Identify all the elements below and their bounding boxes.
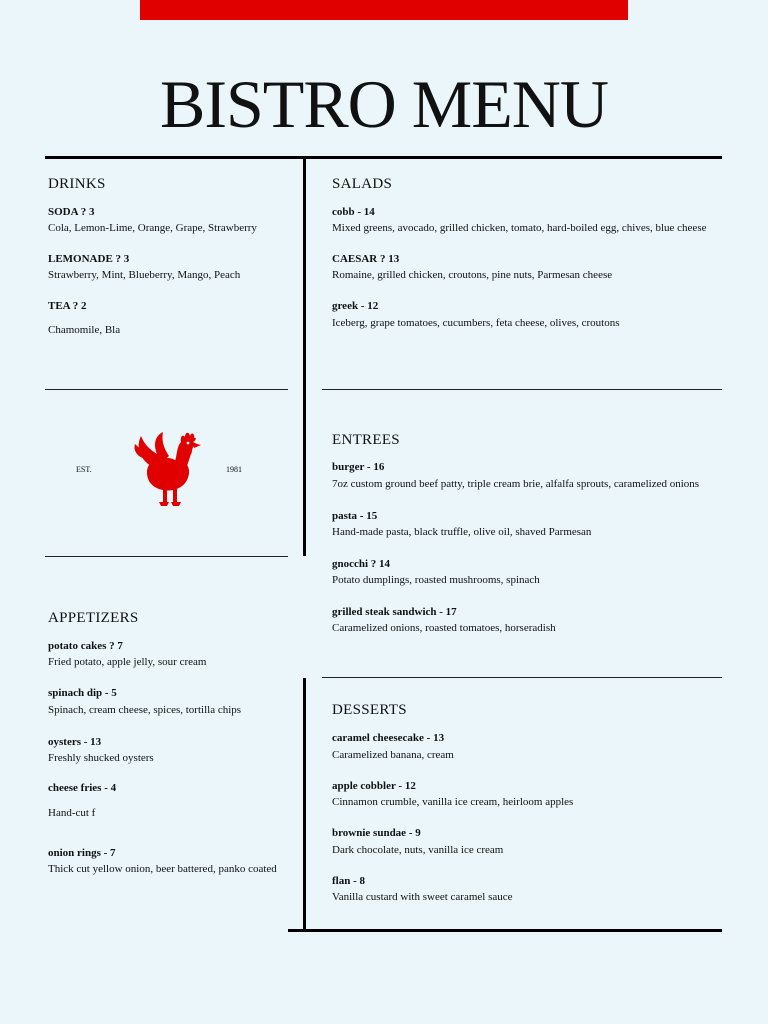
logo-divider (45, 556, 288, 557)
menu-item-name: grilled steak sandwich - 17 (332, 606, 457, 618)
menu-item-desc: Fried potato, apple jelly, sour cream (48, 656, 207, 668)
rooster-icon (133, 428, 203, 510)
menu-item-desc: Potato dumplings, roasted mushrooms, spinach (332, 574, 540, 586)
menu-item-name: caramel cheesecake - 13 (332, 732, 445, 744)
menu-item-name: burger - 16 (332, 461, 385, 473)
drinks-section-title: DRINKS (48, 176, 106, 192)
menu-item-desc: Romaine, grilled chicken, croutons, pine nuts, Parmesan cheese (332, 269, 613, 281)
entrees-section-title: ENTREES (332, 432, 400, 448)
menu-item-name: brownie sundae - 9 (332, 827, 421, 839)
drinks-divider (45, 389, 288, 390)
menu-item-name: greek - 12 (332, 300, 379, 312)
menu-item-name: gnocchi ? 14 (332, 558, 391, 570)
menu-item-name: cheese fries - 4 (48, 782, 117, 794)
menu-item-name: spinach dip - 5 (48, 687, 117, 699)
appetizers-section-title: APPETIZERS (48, 610, 139, 626)
menu-item-name: SODA ? 3 (48, 206, 95, 218)
menu-item-desc: Caramelized onions, roasted tomatoes, horseradish (332, 622, 556, 634)
menu-item-desc: Cinnamon crumble, vanilla ice cream, heirloom apples (332, 796, 574, 808)
column-divider-lower (303, 678, 306, 931)
est-year: 1981 (226, 465, 242, 474)
top-accent-bar (140, 0, 628, 20)
footer-divider (288, 929, 722, 932)
header-divider (45, 156, 722, 159)
desserts-section-title: DESSERTS (332, 702, 407, 718)
menu-item-desc: Iceberg, grape tomatoes, cucumbers, feta cheese, olives, croutons (332, 317, 620, 329)
menu-item-name: LEMONADE ? 3 (48, 253, 130, 265)
menu-item-desc: Thick cut yellow onion, beer battered, panko coated (48, 863, 277, 875)
menu-item-name: pasta - 15 (332, 510, 378, 522)
menu-item-desc: Hand-made pasta, black truffle, olive oil, shaved Parmesan (332, 526, 592, 538)
menu-item-name: potato cakes ? 7 (48, 640, 123, 652)
menu-item-desc: Spinach, cream cheese, spices, tortilla chips (48, 704, 242, 716)
column-divider-upper (303, 156, 306, 556)
page-title: BISTRO MENU (159, 66, 609, 142)
menu-item-desc: Mixed greens, avocado, grilled chicken, tomato, hard-boiled egg, chives, blue cheese (332, 222, 707, 234)
est-label: EST. (76, 465, 92, 474)
menu-item-desc: Dark chocolate, nuts, vanilla ice cream (332, 844, 504, 856)
menu-item-desc: Caramelized banana, cream (332, 749, 454, 761)
salads-divider (322, 389, 722, 390)
menu-item-name: apple cobbler - 12 (332, 780, 416, 792)
menu-item-name: oysters - 13 (48, 736, 102, 748)
menu-item-desc: Freshly shucked oysters (48, 752, 154, 764)
menu-item-desc: Cola, Lemon-Lime, Orange, Grape, Strawberry (48, 222, 257, 234)
menu-item-desc: Vanilla custard with sweet caramel sauce (332, 891, 513, 903)
menu-item-name: flan - 8 (332, 875, 365, 887)
menu-item-desc: Strawberry, Mint, Blueberry, Mango, Peach (48, 269, 241, 281)
menu-item-name: cobb - 14 (332, 206, 375, 218)
menu-item-name: CAESAR ? 13 (332, 253, 400, 265)
entrees-divider (322, 677, 722, 678)
menu-item-name: TEA ? 2 (48, 300, 87, 312)
menu-item-desc: Chamomile, Bla (48, 324, 121, 336)
menu-item-desc: 7oz custom ground beef patty, triple cream brie, alfalfa sprouts, caramelized onions (332, 478, 700, 490)
menu-item-desc: Hand-cut f (48, 807, 96, 819)
menu-item-name: onion rings - 7 (48, 847, 116, 859)
salads-section-title: SALADS (332, 176, 393, 192)
